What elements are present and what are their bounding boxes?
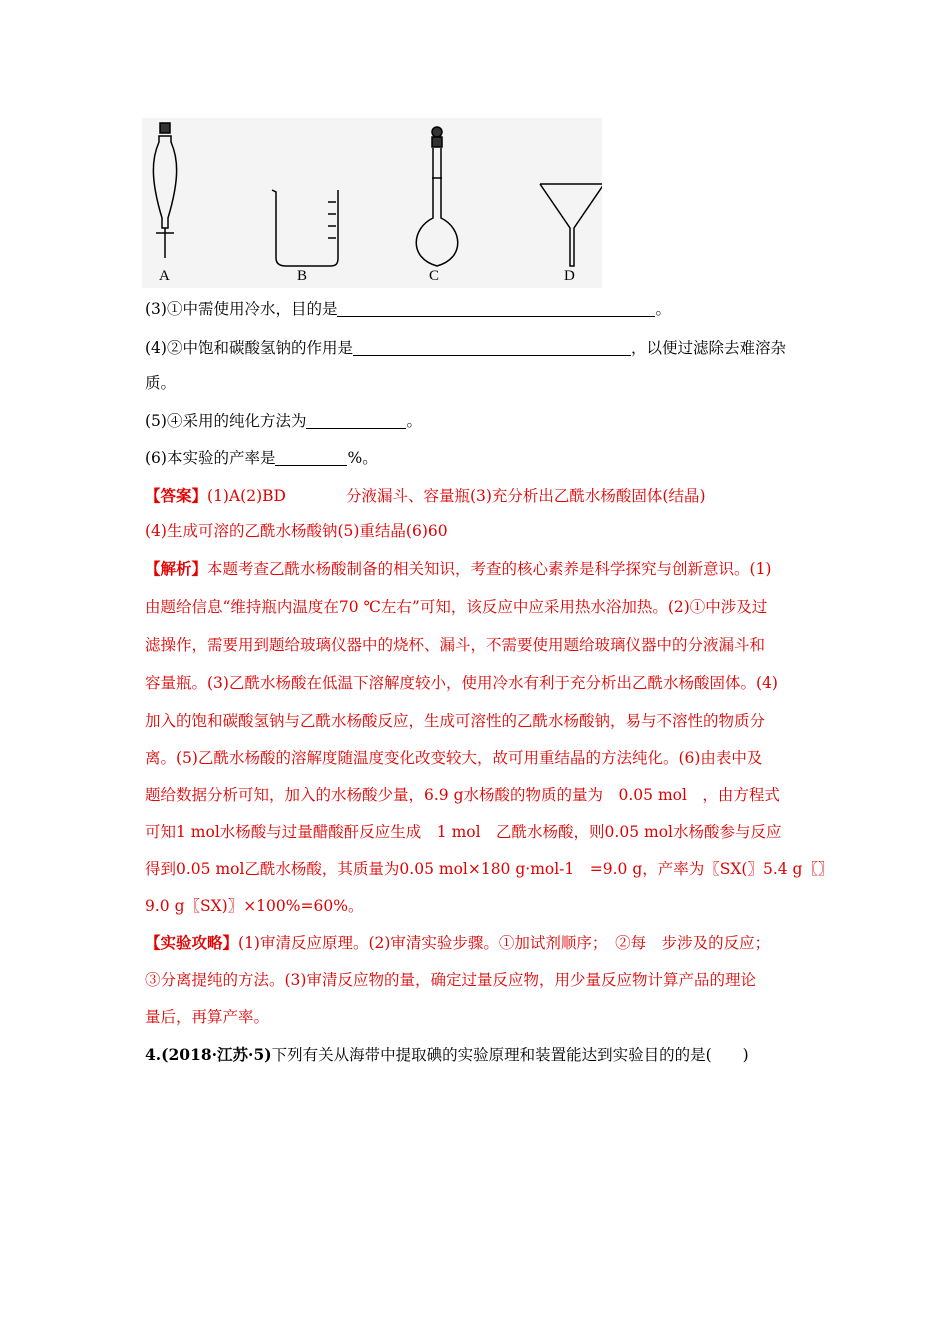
analysis-line-10: 9.0 g〖SX)〗×100%=60%。 (145, 897, 364, 915)
analysis-line-7: 题给数据分析可知，加入的水杨酸少量，6.9 g水杨酸的物质的量为 0.05 mol ，由方程式 (145, 786, 780, 804)
question-4-cont: 质。 (145, 374, 177, 392)
strategy-line-2: ③分离提纯的方法。(3)审清反应物的量，确定过量反应物，用少量反应物计算产品的理论 (145, 971, 756, 989)
strategy-line-3: 量后，再算产率。 (145, 1008, 270, 1026)
question-next-label: 4.(2018·江苏·5) (145, 1045, 272, 1064)
answer-line-1: 【答案】(1)A(2)BD 分液漏斗、容量瓶(3)充分析出乙酰水杨酸固体(结晶) (145, 486, 706, 505)
strategy-line-1: 【实验攻略】(1)审清反应原理。(2)审清实验步骤。①加试剂顺序； ②每 步涉及的反应； (145, 933, 771, 952)
answer-line-2: (4)生成可溶的乙酰水杨酸钠(5)重结晶(6)60 (145, 522, 448, 540)
analysis-line-3: 滤操作，需要用到题给玻璃仪器中的烧杯、漏斗，不需要使用题给玻璃仪器中的分液漏斗和 (145, 636, 766, 654)
answer-blank-5[interactable] (306, 412, 406, 429)
label-c: C (429, 268, 440, 284)
answer-blank-3[interactable] (337, 300, 655, 317)
analysis-line-5: 加入的饱和碳酸氢钠与乙酰水杨酸反应，生成可溶性的乙酰水杨酸钠，易与不溶性的物质分 (145, 712, 766, 730)
label-d: D (564, 268, 575, 284)
label-a: A (159, 268, 170, 284)
question-next: 4.(2018·江苏·5)下列有关从海带中提取碘的实验原理和装置能达到实验目的的是( ) (145, 1045, 749, 1064)
apparatus-figure (142, 118, 602, 288)
question-4: (4)②中饱和碳酸氢钠的作用是 ，以便过滤除去难溶杂 (145, 339, 786, 357)
strategy-tag: 【实验攻略】 (145, 933, 239, 952)
answer-tag: 【答案】 (145, 486, 208, 505)
analysis-tag: 【解析】 (145, 559, 208, 578)
question-3: (3)①中需使用冷水，目的是 。 (145, 300, 671, 318)
analysis-line-4: 容量瓶。(3)乙酰水杨酸在低温下溶解度较小，使用冷水有利于充分析出乙酰水杨酸固体。(4) (145, 674, 778, 692)
question-6: (6)本实验的产率是 %。 (145, 449, 378, 467)
question-5: (5)④采用的纯化方法为 。 (145, 412, 422, 430)
answer-blank-6[interactable] (275, 449, 347, 466)
analysis-line-2: 由题给信息“维持瓶内温度在70 ℃左右”可知，该反应中应采用热水浴加热。(2)①中涉及过 (145, 598, 768, 616)
label-b: B (297, 268, 308, 284)
analysis-line-9: 得到0.05 mol乙酰水杨酸，其质量为0.05 mol×180 g·mol-1 =9.0 g，产率为〖SX(〗5.4 g〖〗 (145, 860, 834, 878)
analysis-line-1: 【解析】本题考查乙酰水杨酸制备的相关知识，考查的核心素养是科学探究与创新意识。(1) (145, 559, 772, 578)
analysis-line-8: 可知1 mol水杨酸与过量醋酸酐反应生成 1 mol 乙酰水杨酸，则0.05 mol水杨酸参与反应 (145, 823, 782, 841)
answer-blank-4[interactable] (353, 339, 631, 356)
analysis-line-6: 离。(5)乙酰水杨酸的溶解度随温度变化改变较大，故可用重结晶的方法纯化。(6)由表中及 (145, 749, 763, 767)
